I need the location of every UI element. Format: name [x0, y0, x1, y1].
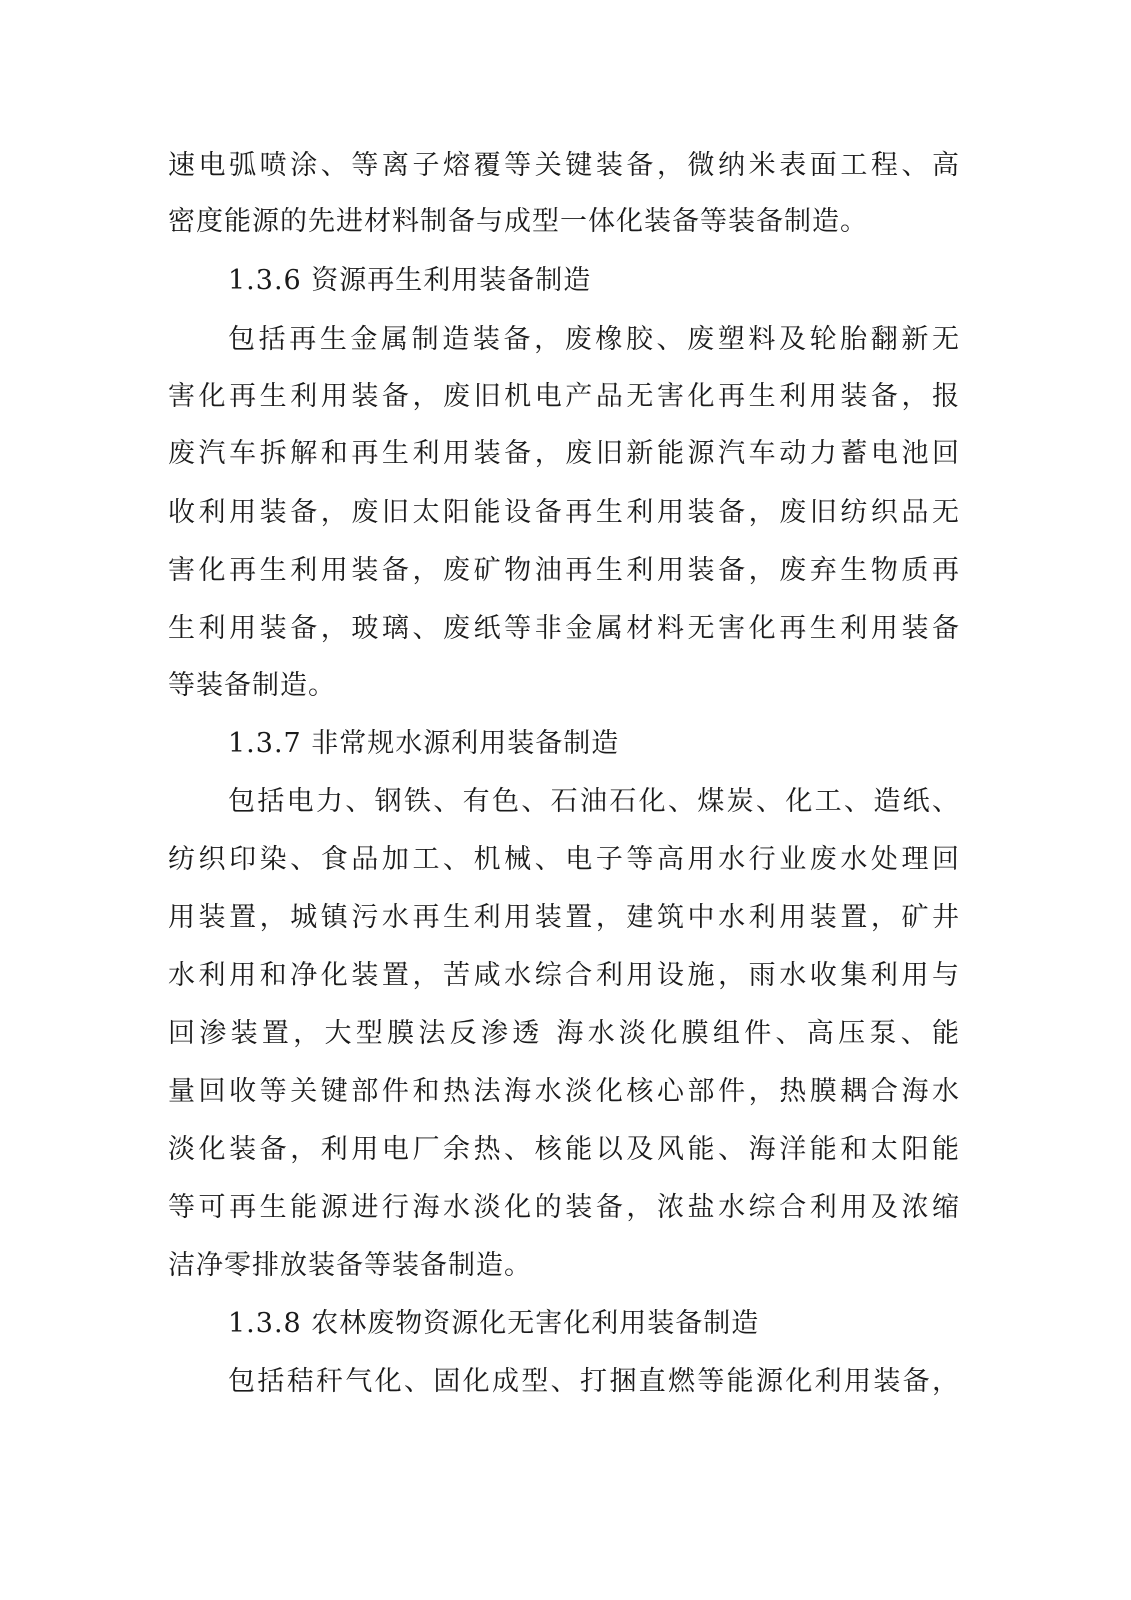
section-heading-1-3-6: 1.3.6 资源再生利用装备制造	[228, 265, 592, 296]
paragraph-line: 包括电力、钢铁、有色、石油石化、煤炭、化工、造纸、	[228, 786, 960, 817]
paragraph-line: 纺织印染、食品加工、机械、电子等高用水行业废水处理回	[168, 844, 960, 875]
paragraph-line: 生利用装备，玻璃、废纸等非金属材料无害化再生利用装备	[168, 613, 960, 644]
paragraph-line: 速电弧喷涂、等离子熔覆等关键装备，微纳米表面工程、高	[168, 150, 960, 181]
paragraph-line: 洁净零排放装备等装备制造。	[168, 1250, 532, 1281]
paragraph-line: 废汽车拆解和再生利用装备，废旧新能源汽车动力蓄电池回	[168, 438, 960, 469]
paragraph-line: 淡化装备，利用电厂余热、核能以及风能、海洋能和太阳能	[168, 1134, 960, 1165]
paragraph-line: 害化再生利用装备，废矿物油再生利用装备，废弃生物质再	[168, 555, 960, 586]
paragraph-line: 等可再生能源进行海水淡化的装备，浓盐水综合利用及浓缩	[168, 1192, 960, 1223]
paragraph-line: 回渗装置，大型膜法反渗透 海水淡化膜组件、高压泵、能	[168, 1018, 960, 1049]
paragraph-line: 等装备制造。	[168, 670, 336, 701]
paragraph-line: 用装置，城镇污水再生利用装置，建筑中水利用装置，矿井	[168, 902, 960, 933]
paragraph-line: 水利用和净化装置，苦咸水综合利用设施，雨水收集利用与	[168, 960, 960, 991]
paragraph-line: 包括再生金属制造装备，废橡胶、废塑料及轮胎翻新无	[228, 324, 960, 355]
paragraph-line: 量回收等关键部件和热法海水淡化核心部件，热膜耦合海水	[168, 1076, 960, 1107]
paragraph-line: 包括秸秆气化、固化成型、打捆直燃等能源化利用装备，	[228, 1366, 960, 1397]
section-heading-1-3-7: 1.3.7 非常规水源利用装备制造	[228, 728, 620, 759]
paragraph-line: 密度能源的先进材料制备与成型一体化装备等装备制造。	[168, 206, 868, 237]
paragraph-line: 害化再生利用装备，废旧机电产品无害化再生利用装备，报	[168, 381, 960, 412]
paragraph-line: 收利用装备，废旧太阳能设备再生利用装备，废旧纺织品无	[168, 497, 960, 528]
section-heading-1-3-8: 1.3.8 农林废物资源化无害化利用装备制造	[228, 1308, 760, 1339]
